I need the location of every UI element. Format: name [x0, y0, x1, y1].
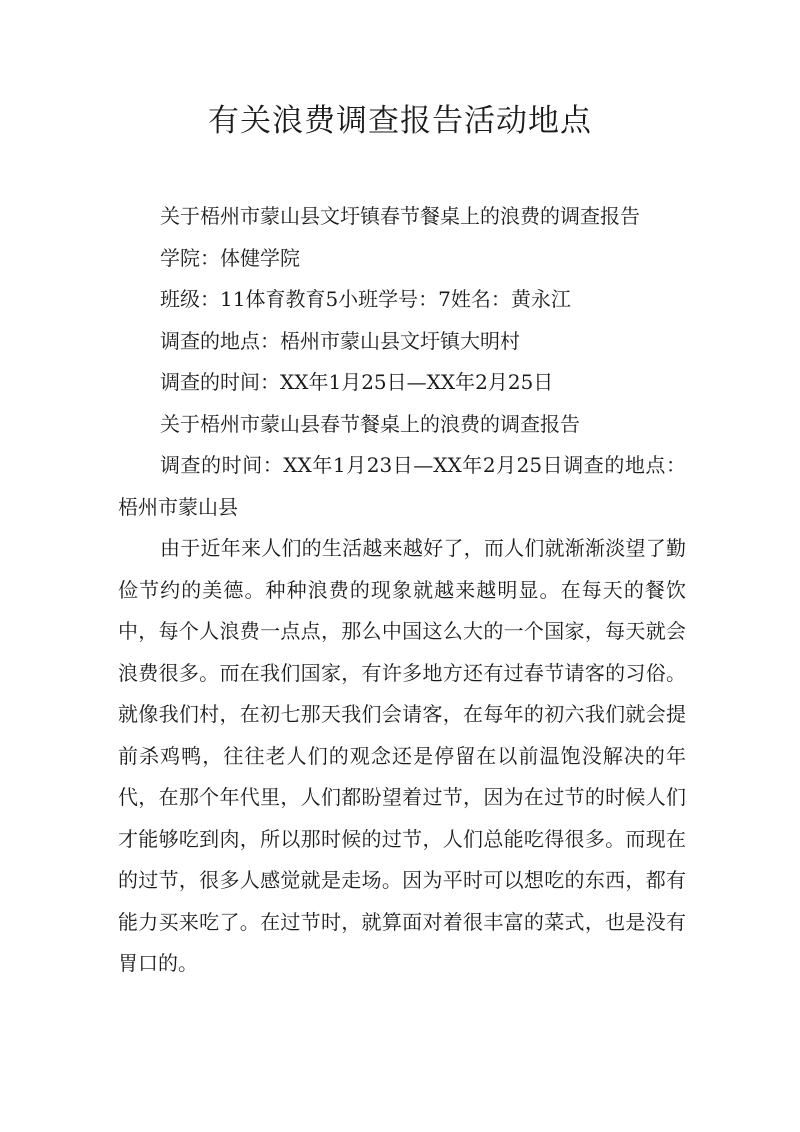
- paragraph-survey-time: 调查的时间：XX年1月25日—XX年2月25日: [160, 370, 554, 394]
- paragraph-body-text: 由于近年来人们的生活越来越好了，而人们就渐渐淡望了勤俭节约的美德。种种浪费的现象就越来越明显。在每天的餐饮中，每个人浪费一点点，那么中国这么大的一个国家，每天就会浪费很多。而在我们国家，有许多地方还有过春节请客的习俗。就像我们村，在初七那天我们会请客，在每年的初六我们就会提前杀鸡鸭，往往老人们的观念还是停留在以前温饱没解决的年代，在那个年代里，人们都盼望着过节，因为在过节的时候人们才能够吃到肉，所以那时候的过节，人们总能吃得很多。而现在的过节，很多人感觉就是走场。因为平时可以想吃的东西，都有能力买来吃了。在过节时，就算面对着很丰富的菜式，也是没有胃口的。: [118, 536, 686, 975]
- document-body: [118, 196, 686, 985]
- paragraph-college: 学院：体健学院: [160, 245, 300, 270]
- document-title: 有关浪费调查报告活动地点: [208, 103, 592, 139]
- paragraph-report-subject: 关于梧州市蒙山县文圩镇春节餐桌上的浪费的调查报告: [160, 204, 640, 228]
- paragraph-class-student-info: 班级：11体育教育5小班学号：7姓名：黄永江: [160, 287, 571, 311]
- paragraph-report-title: 关于梧州市蒙山县春节餐桌上的浪费的调查报告: [160, 411, 580, 436]
- paragraph-survey-location: 调查的地点：梧州市蒙山县文圩镇大明村: [160, 328, 520, 353]
- paragraph-survey-time-location: 调查的时间：XX年1月23日—XX年2月25日调查的地点：梧州市蒙山县: [118, 453, 686, 519]
